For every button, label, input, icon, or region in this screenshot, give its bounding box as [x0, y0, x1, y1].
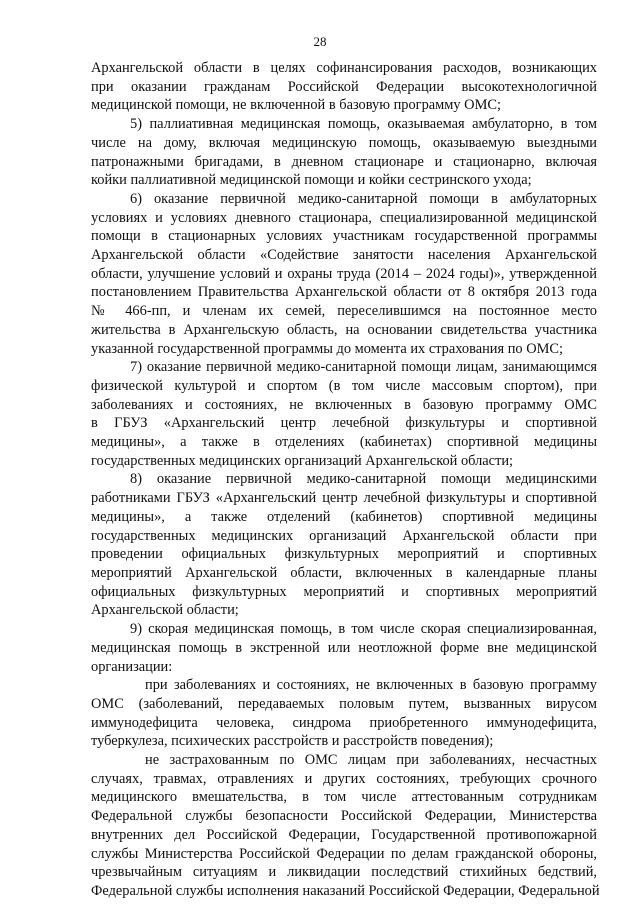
paragraph [91, 115, 597, 190]
text-line: работниками ГБУЗ «Архангельский центр лечебной физкультуры и спортивной [91, 490, 597, 507]
paragraph [91, 620, 597, 676]
text-line: внутренних дел Российской Федерации, Государственной противопожарной [91, 826, 597, 843]
text-line: числе на дому, включая медицинскую помощь, оказываемую выездными [91, 134, 597, 151]
text-line: не застрахованным по ОМС лицам при заболеваниях, несчастных [145, 752, 597, 769]
text-line: государственных медицинских организаций Архангельской области; [91, 452, 514, 469]
text-line: помощи в стационарных условиях участникам государственной программы [91, 228, 597, 245]
text-line: медицинская помощь в экстренной или неотложной форме вне медицинской [91, 639, 597, 656]
text-line: области, улучшение условий и охраны труда (2014 – 2024 годы)», утвержденной [91, 265, 597, 282]
text-line: Архангельской области в целях софинансирования расходов, возникающих [91, 60, 597, 76]
text-line: условиях и условиях дневного стационара, специализированной медицинской [91, 209, 597, 226]
text-line: в ГБУЗ «Архангельский центр лечебной физкультуры и спортивной [91, 415, 597, 432]
text-line: случаях, травмах, отравлениях и других состояниях, требующих срочного [91, 770, 597, 787]
text-line: иммунодефицита человека, синдрома приобретенного иммунодефицита, [91, 714, 597, 731]
text-line: при заболеваниях и состояниях, не включенных в базовую программу [145, 677, 597, 694]
text-line: мероприятий Архангельской области, включенных в календарные планы [91, 564, 597, 581]
text-line: 5) паллиативная медицинская помощь, оказываемая амбулаторно, в том [130, 116, 597, 133]
text-line: при оказании гражданам Российской Федерации высокотехнологичной [91, 78, 597, 95]
text-line: койки паллиативной медицинской помощи и койки сестринского ухода; [91, 172, 532, 189]
text-line: медицины», а также в отделениях (кабинетах) спортивной медицины [91, 434, 597, 451]
text-line: заболеваниях и состояниях, не включенных в базовую программу ОМС [91, 396, 597, 413]
text-line: государственных медицинских организаций Архангельской области при [91, 527, 597, 544]
text-line: Федеральной службы безопасности Российской Федерации, Министерства [91, 808, 597, 825]
text-line: указанной государственной программы до момента их страхования по ОМС; [91, 340, 563, 357]
paragraph [91, 676, 597, 751]
text-line: туберкулеза, психических расстройств и расстройств поведения); [91, 733, 494, 750]
text-line: Архангельской области; [91, 602, 239, 619]
text-line: № 466-пп, и членам их семей, переселившимся на постоянное место [91, 303, 597, 320]
text-line: медицины», а также отделений (кабинетов) спортивной медицины [91, 508, 597, 525]
text-line: жительства в Архангельскую область, на основании свидетельства участника [91, 321, 597, 338]
paragraph [91, 470, 597, 620]
paragraph [91, 358, 597, 470]
text-line: ОМС (заболеваний, передаваемых половым путем, вызванных вирусом [91, 695, 597, 712]
document-body [91, 59, 600, 901]
text-line: 6) оказание первичной медико-санитарной помощи в амбулаторных [130, 190, 597, 207]
text-line: проведении официальных физкультурных мероприятий и спортивных [91, 546, 597, 563]
text-line: Архангельской области «Содействие занятости населения Архангельской [91, 247, 597, 264]
text-line: организации: [91, 658, 173, 675]
text-line: 9) скорая медицинская помощь, в том числе скорая специализированная, [130, 621, 597, 638]
text-line: медицинского вмешательства, в том числе аттестованным сотрудникам [91, 789, 597, 806]
text-line: патронажными бригадами, в дневном стационаре и стационарно, включая [91, 153, 597, 170]
paragraph [91, 190, 597, 358]
text-line: чрезвычайным ситуациям и ликвидации последствий стихийных бедствий, [91, 864, 597, 881]
paragraph [91, 751, 600, 901]
text-line: постановлением Правительства Архангельской области от 8 октября 2013 года [91, 284, 597, 301]
text-line: 8) оказание первичной медико-санитарной помощи медицинскими [130, 471, 597, 488]
paragraph [91, 59, 597, 115]
text-line: 7) оказание первичной медико-санитарной помощи лицам, занимающимся [130, 359, 597, 376]
text-line: Федеральной службы исполнения наказаний Российской Федерации, Федеральной [91, 882, 600, 899]
text-line: медицинской помощи, не включенной в базовую программу ОМС; [91, 97, 501, 114]
text-line: службы Министерства Российской Федерации по делам гражданской обороны, [91, 845, 597, 862]
text-line: физической культурой и спортом (в том числе массовым спортом), при [91, 377, 597, 394]
page-number: 28 [313, 34, 327, 49]
text-line: официальных физкультурных мероприятий и спортивных мероприятий [91, 583, 597, 600]
